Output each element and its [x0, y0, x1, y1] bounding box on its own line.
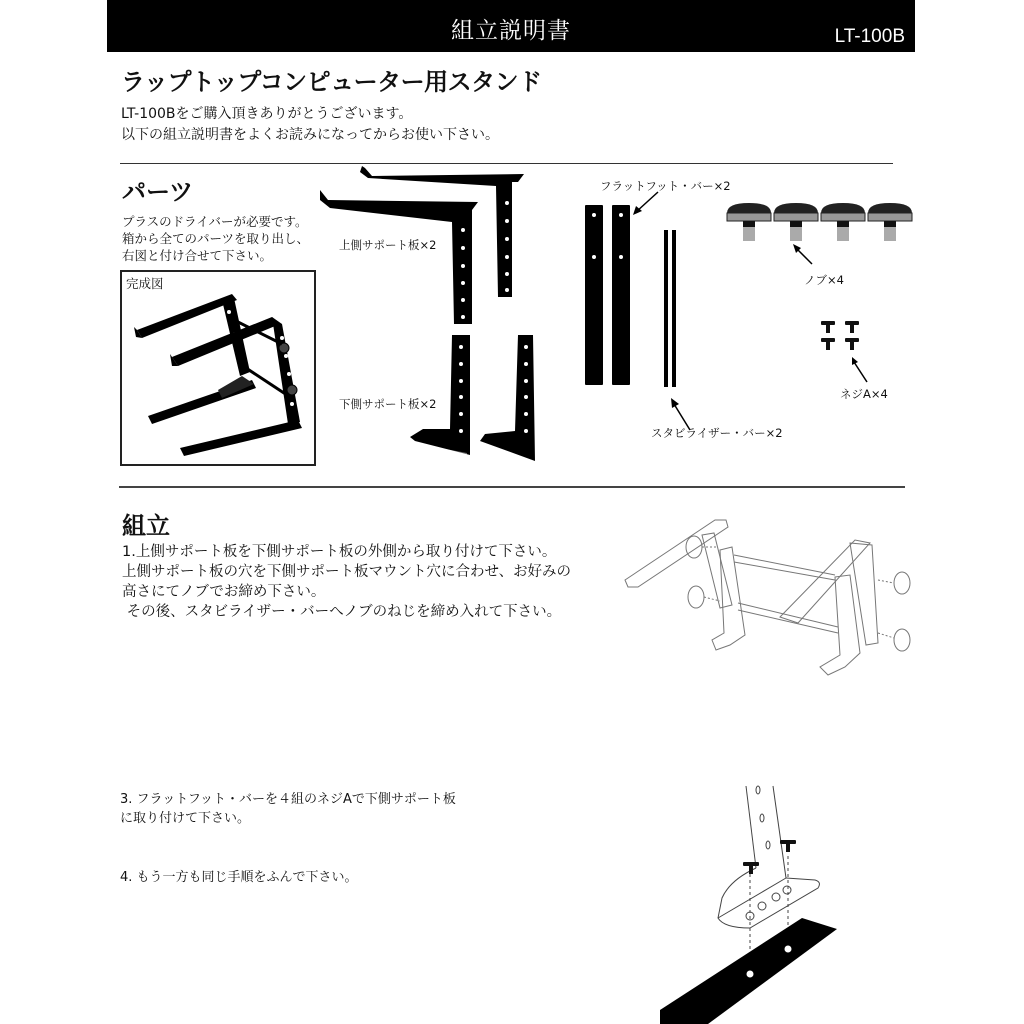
intro-line: 以下の組立説明書をよくお読みになってからお使い下さい。	[121, 127, 499, 143]
parts-desc-line: プラスのドライバーが必要です。	[122, 214, 308, 229]
document-title: 組立説明書	[451, 18, 571, 44]
divider	[119, 486, 905, 488]
header-bar	[107, 0, 915, 52]
assembly-step-4: 4. もう一方も同じ手順をふんで下さい。	[120, 870, 358, 885]
exploded-assembly-illustration	[620, 505, 920, 685]
flat-foot-bar-illustration	[580, 190, 700, 430]
parts-desc-line: 箱から全てのパーツを取り出し、	[122, 231, 310, 246]
screw-a-illustration	[815, 318, 875, 388]
parts-section-title: パーツ	[122, 178, 194, 206]
parts-description	[122, 213, 309, 264]
assembly-section-title: 組立	[122, 512, 170, 540]
assembly-step-3	[120, 790, 456, 828]
foot-attachment-illustration	[660, 770, 920, 1024]
step1-line: 上側サポート板の穴を下側サポート板マウント穴に合わせ、お好みの	[122, 564, 572, 580]
step1-line: その後、スタビライザー・バーへノブのねじを締め入れて下さい。	[122, 604, 562, 620]
step1-line: 高さにてノブでお締め下さい。	[122, 584, 326, 600]
lower-support-plate-label: 下側サポート板×2	[339, 397, 437, 411]
intro-line: LT-100Bをご購入頂きありがとうございます。	[121, 106, 413, 122]
completed-stand-illustration	[122, 272, 318, 468]
completed-label: 完成図	[126, 276, 164, 291]
intro-text	[121, 104, 499, 146]
step3-line: 3. フラットフット・バーを４組のネジAで下側サポート板	[120, 792, 456, 807]
step3-line: に取り付けて下さい。	[120, 811, 251, 826]
flat-foot-bar-label: フラットフット・バー×2	[600, 179, 731, 193]
completed-diagram-box	[120, 270, 316, 466]
product-title: ラップトップコンピューター用スタンド	[121, 68, 542, 96]
knob-icon	[727, 203, 912, 241]
model-number: LT-100B	[834, 26, 905, 47]
knob-label: ノブ×4	[804, 273, 844, 287]
screw-icon	[821, 321, 859, 350]
parts-desc-line: 右図と付け合せて下さい。	[122, 248, 273, 263]
upper-support-plate-label: 上側サポート板×2	[339, 238, 437, 252]
screw-a-label: ネジA×4	[840, 387, 888, 401]
step1-line: 1.上側サポート板を下側サポート板の外側から取り付けて下さい。	[122, 544, 557, 560]
assembly-step-1	[122, 542, 642, 622]
stabilizer-bar-label: スタビライザー・バー×2	[651, 426, 783, 440]
